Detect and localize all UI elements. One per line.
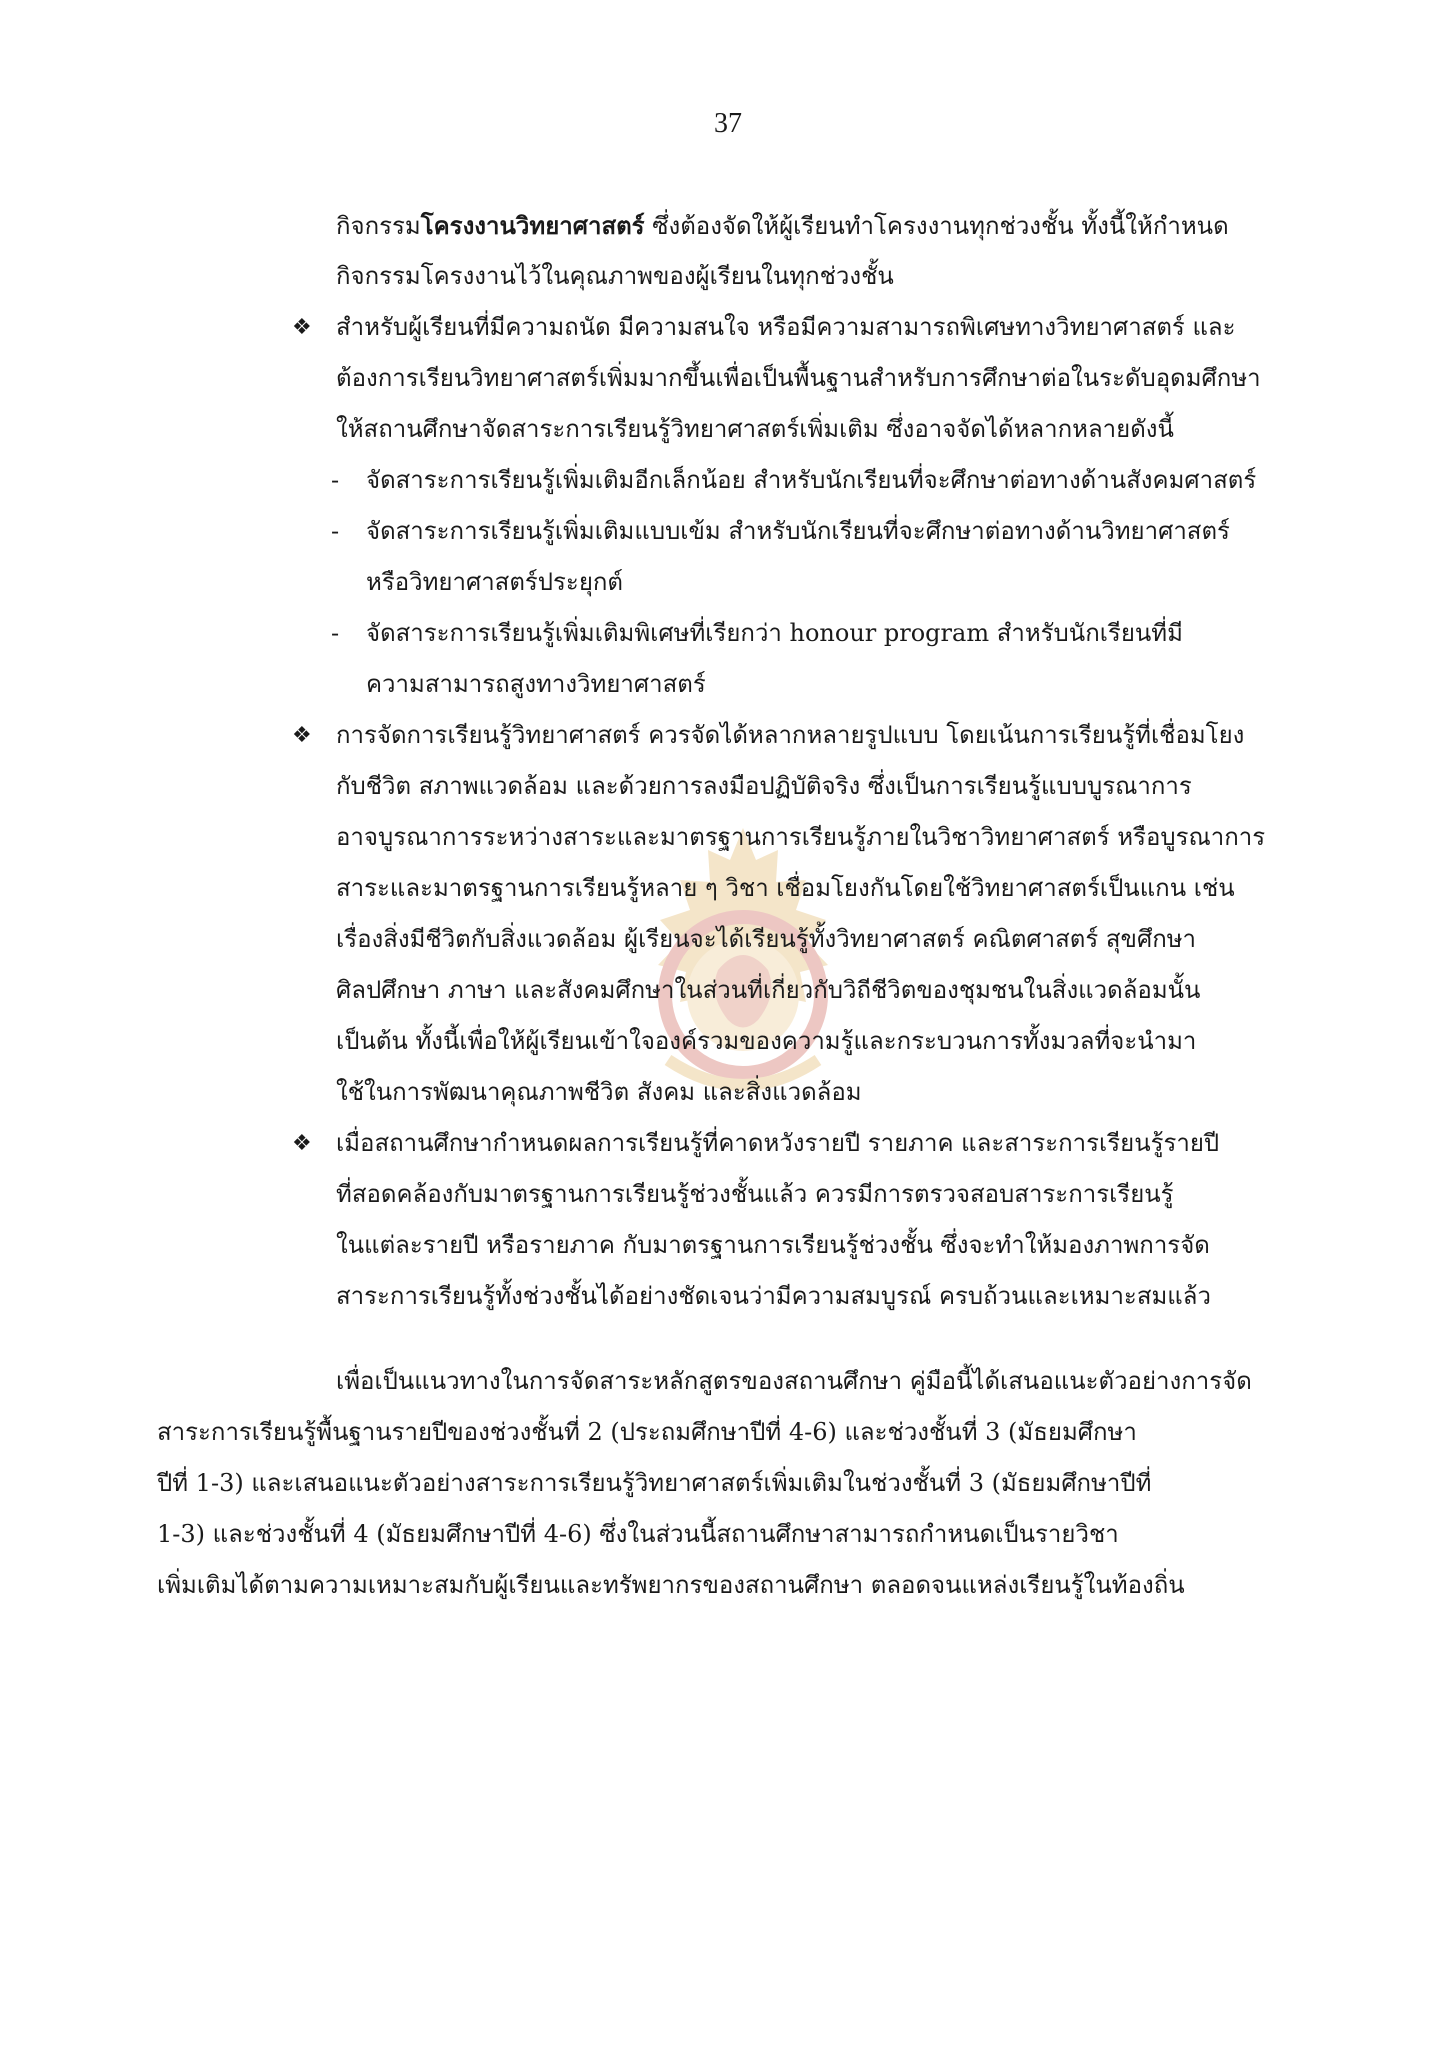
bullet-item: [0, 302, 1456, 353]
sub-item: [0, 608, 1456, 659]
bullet-item: [0, 710, 1456, 761]
sub-item: [0, 455, 1456, 506]
paragraph-first-line: เพื่อเป็นแนวทางในการจัดสาระหลักสูตรของสถานศึกษา คู่มือนี้ได้เสนอแนะตัวอย่างการจัด: [336, 1367, 1252, 1395]
text-line: ในแต่ละรายปี หรือรายภาค กับมาตรฐานการเรียนรู้ช่วงชั้น ซึ่งจะทำให้มองภาพการจัด: [336, 1231, 1210, 1259]
text-line: หรือวิทยาศาสตร์ประยุกต์: [366, 568, 623, 596]
bullet-diamond-icon: ❖: [292, 315, 312, 340]
text-line: สำหรับผู้เรียนที่มีความถนัด มีความสนใจ หรือมีความสามารถพิเศษทางวิทยาศาสตร์ และ: [336, 313, 1236, 341]
sub-item: [0, 506, 1456, 557]
bullet-diamond-icon: ❖: [292, 1131, 312, 1156]
text-line: ที่สอดคล้องกับมาตรฐานการเรียนรู้ช่วงชั้นแล้ว ควรมีการตรวจสอบสาระการเรียนรู้: [336, 1180, 1174, 1208]
text-line: เพิ่มเติมได้ตามความเหมาะสมกับผู้เรียนและทรัพยากรของสถานศึกษา ตลอดจนแหล่งเรียนรู้ในท้องถิ่น: [157, 1571, 1185, 1599]
text-line: จัดสาระการเรียนรู้เพิ่มเติมอีกเล็กน้อย สำหรับนักเรียนที่จะศึกษาต่อทางด้านสังคมศาสตร์: [366, 466, 1257, 494]
page-number: 37: [714, 108, 742, 139]
bullet-diamond-icon: ❖: [292, 723, 312, 748]
text-line: ปีที่ 1-3) และเสนอแนะตัวอย่างสาระการเรียนรู้วิทยาศาสตร์เพิ่มเติมในช่วงชั้นที่ 3 (มัธยมศึกษาปีที่: [157, 1469, 1152, 1497]
text-line: เมื่อสถานศึกษากำหนดผลการเรียนรู้ที่คาดหวังรายปี รายภาค และสาระการเรียนรู้รายปี: [336, 1129, 1220, 1157]
bold-term: โครงงานวิทยาศาสตร์: [420, 211, 645, 240]
dash-marker: -: [331, 466, 340, 494]
text-line: การจัดการเรียนรู้วิทยาศาสตร์ ควรจัดได้หลากหลายรูปแบบ โดยเน้นการเรียนรู้ที่เชื่อมโยง: [336, 721, 1245, 749]
text-line: [0, 200, 1456, 251]
text-line: ความสามารถสูงทางวิทยาศาสตร์: [366, 670, 706, 698]
document-body: [0, 200, 1456, 1611]
text-line: เป็นต้น ทั้งนี้เพื่อให้ผู้เรียนเข้าใจองค์รวมของความรู้และกระบวนการทั้งมวลที่จะนำมา: [336, 1027, 1197, 1055]
dash-marker: -: [331, 517, 340, 545]
text-line: กิจกรรมโครงงานไว้ในคุณภาพของผู้เรียนในทุกช่วงชั้น: [336, 262, 894, 290]
text-line: สาระและมาตรฐานการเรียนรู้หลาย ๆ วิชา เชื่อมโยงกันโดยใช้วิทยาศาสตร์เป็นแกน เช่น: [336, 874, 1235, 902]
text-line: สาระการเรียนรู้ทั้งช่วงชั้นได้อย่างชัดเจนว่ามีความสมบูรณ์ ครบถ้วนและเหมาะสมแล้ว: [336, 1282, 1211, 1310]
text-line: ให้สถานศึกษาจัดสาระการเรียนรู้วิทยาศาสตร์เพิ่มเติม ซึ่งอาจจัดได้หลากหลายดังนี้: [336, 415, 1174, 443]
text-line: ศิลปศึกษา ภาษา และสังคมศึกษาในส่วนที่เกี่ยวกับวิถีชีวิตของชุมชนในสิ่งแวดล้อมนั้น: [336, 976, 1201, 1004]
text-line: ต้องการเรียนวิทยาศาสตร์เพิ่มมากขึ้นเพื่อเป็นพื้นฐานสำหรับการศึกษาต่อในระดับอุดมศึกษา: [336, 364, 1261, 392]
text-line: จัดสาระการเรียนรู้เพิ่มเติมแบบเข้ม สำหรับนักเรียนที่จะศึกษาต่อทางด้านวิทยาศาสตร์: [366, 517, 1230, 545]
text-line: จัดสาระการเรียนรู้เพิ่มเติมพิเศษที่เรียกว่า honour program สำหรับนักเรียนที่มี: [366, 619, 1183, 647]
text-run: กิจกรรม: [336, 212, 421, 240]
text-line: เรื่องสิ่งมีชีวิตกับสิ่งแวดล้อม ผู้เรียนจะได้เรียนรู้ทั้งวิทยาศาสตร์ คณิตศาสตร์ สุขศึกษา: [336, 925, 1197, 953]
text-line: อาจบูรณาการระหว่างสาระและมาตรฐานการเรียนรู้ภายในวิชาวิทยาศาสตร์ หรือบูรณาการ: [336, 823, 1266, 851]
dash-marker: -: [331, 619, 340, 647]
bullet-item: [0, 1118, 1456, 1169]
text-line: สาระการเรียนรู้พื้นฐานรายปีของช่วงชั้นที่ 2 (ประถมศึกษาปีที่ 4-6) และช่วงชั้นที่ 3 (มัธยมศึกษา: [157, 1418, 1137, 1446]
text-line: ใช้ในการพัฒนาคุณภาพชีวิต สังคม และสิ่งแวดล้อม: [336, 1078, 862, 1106]
text-line: กับชีวิต สภาพแวดล้อม และด้วยการลงมือปฏิบัติจริง ซึ่งเป็นการเรียนรู้แบบบูรณาการ: [336, 772, 1192, 800]
text-line: 1-3) และช่วงชั้นที่ 4 (มัธยมศึกษาปีที่ 4-6) ซึ่งในส่วนนี้สถานศึกษาสามารถกำหนดเป็นรายวิชา: [157, 1520, 1119, 1548]
text-run: ซึ่งต้องจัดให้ผู้เรียนทำโครงงานทุกช่วงชั้น ทั้งนี้ให้กำหนด: [644, 212, 1229, 240]
